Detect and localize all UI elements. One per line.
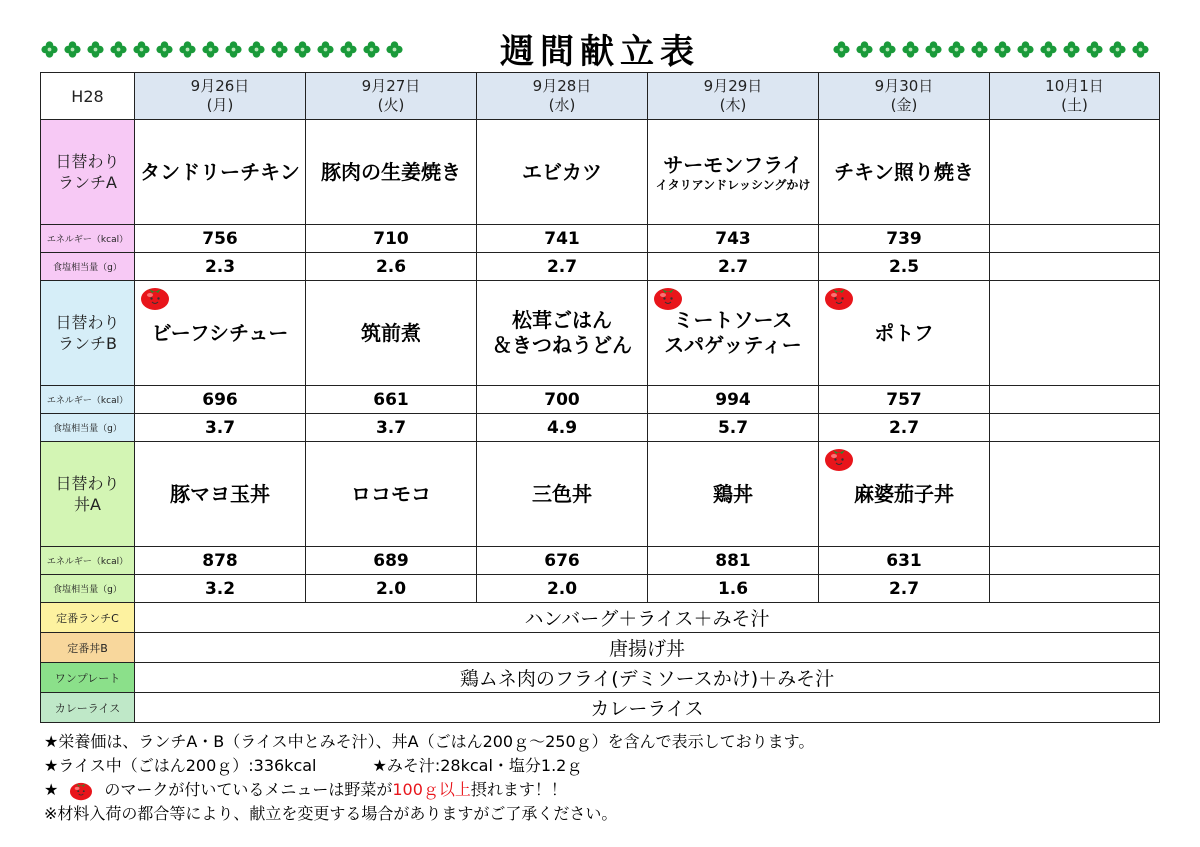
note-tomato-amount: 100ｇ以上 — [392, 780, 471, 799]
weekday-text: (水) — [548, 96, 576, 114]
page-header — [0, 18, 1200, 70]
clover-icon — [1085, 40, 1104, 59]
salt-label: 食塩相当量（g） — [41, 414, 135, 442]
note-star: ★ — [44, 780, 59, 799]
note-tomato-pre: のマークが付いているメニューは野菜が — [104, 780, 393, 799]
dish-name: 麻婆茄子丼 — [854, 481, 954, 506]
energy-value: 878 — [135, 547, 306, 575]
dish-name-sub: スパゲッティー — [664, 333, 802, 357]
fixed-menu-row — [41, 603, 1160, 633]
date-header — [819, 73, 990, 120]
dish-cell — [990, 120, 1160, 225]
weekday-text: (火) — [377, 96, 405, 114]
dish-cell — [819, 442, 990, 547]
tomato-icon — [66, 779, 96, 801]
dish-cell — [477, 120, 648, 225]
fixed-menu-label: 定番ランチC — [41, 603, 135, 633]
energy-value: 689 — [306, 547, 477, 575]
date-text: 9月26日 — [190, 77, 250, 95]
dish-name: 豚肉の生姜焼き — [321, 159, 461, 184]
energy-value: 700 — [477, 386, 648, 414]
fixed-menu-row — [41, 633, 1160, 663]
fixed-menu-value: 唐揚げ丼 — [135, 633, 1160, 663]
energy-value: 756 — [135, 225, 306, 253]
energy-value: 710 — [306, 225, 477, 253]
dish-cell — [648, 120, 819, 225]
salt-value: 2.5 — [819, 253, 990, 281]
dish-name: 豚マヨ玉丼 — [170, 481, 270, 506]
section-label-line: ランチB — [58, 334, 117, 353]
dish-row — [41, 281, 1160, 386]
section-label-line: 日替わり — [55, 313, 120, 332]
note-rice: ★ライス中（ごはん200ｇ）:336kcal — [44, 756, 317, 775]
fixed-menu-row — [41, 663, 1160, 693]
dish-name: ロコモコ — [351, 481, 431, 506]
salt-row — [41, 575, 1160, 603]
date-header — [306, 73, 477, 120]
energy-label: エネルギー（kcal） — [41, 386, 135, 414]
section-label-line: 日替わり — [55, 474, 120, 493]
tomato-icon — [139, 283, 171, 311]
dish-cell — [819, 281, 990, 386]
dish-cell — [648, 281, 819, 386]
weekday-text: (金) — [890, 96, 918, 114]
fixed-menu-row — [41, 693, 1160, 723]
date-header-row — [41, 73, 1160, 120]
clover-icon — [832, 40, 851, 59]
date-header — [477, 73, 648, 120]
salt-value: 2.0 — [477, 575, 648, 603]
energy-value: 994 — [648, 386, 819, 414]
year-label: H28 — [41, 73, 135, 120]
tomato-icon — [823, 283, 855, 311]
date-header — [648, 73, 819, 120]
salt-value: 2.6 — [306, 253, 477, 281]
energy-value — [990, 547, 1160, 575]
weekly-menu-table — [40, 72, 1160, 723]
dish-cell — [306, 281, 477, 386]
dish-name: タンドリーチキン — [140, 159, 300, 184]
dish-name: チキン照り焼き — [834, 159, 974, 184]
section-label — [41, 442, 135, 547]
section-label-line: ランチA — [58, 173, 117, 192]
energy-value — [990, 386, 1160, 414]
salt-value: 2.3 — [135, 253, 306, 281]
energy-value: 881 — [648, 547, 819, 575]
clover-icon — [993, 40, 1012, 59]
energy-value: 676 — [477, 547, 648, 575]
salt-value: 3.7 — [306, 414, 477, 442]
salt-value — [990, 253, 1160, 281]
salt-value: 2.7 — [819, 575, 990, 603]
dish-cell — [135, 442, 306, 547]
salt-value — [990, 575, 1160, 603]
salt-value: 5.7 — [648, 414, 819, 442]
salt-label: 食塩相当量（g） — [41, 575, 135, 603]
clover-icon — [1108, 40, 1127, 59]
salt-value: 2.7 — [477, 253, 648, 281]
note-disclaimer: ※材料入荷の都合等により、献立を変更する場合がありますがご了承ください。 — [44, 804, 618, 823]
notes — [44, 730, 1174, 826]
clover-icon — [970, 40, 989, 59]
salt-value: 3.7 — [135, 414, 306, 442]
energy-label: エネルギー（kcal） — [41, 547, 135, 575]
energy-row — [41, 547, 1160, 575]
weekday-text: (土) — [1061, 96, 1088, 114]
date-text: 10月1日 — [1045, 77, 1104, 95]
fixed-menu-label: カレーライス — [41, 693, 135, 723]
weekday-text: (木) — [719, 96, 747, 114]
page-title: 週間献立表 — [500, 32, 700, 72]
salt-value: 1.6 — [648, 575, 819, 603]
clover-border-right — [832, 40, 1150, 59]
clover-icon — [878, 40, 897, 59]
energy-value: 739 — [819, 225, 990, 253]
dish-cell — [990, 281, 1160, 386]
energy-row — [41, 386, 1160, 414]
energy-value — [990, 225, 1160, 253]
dish-name: 鶏丼 — [713, 481, 753, 506]
salt-value: 2.0 — [306, 575, 477, 603]
energy-value: 696 — [135, 386, 306, 414]
energy-value: 757 — [819, 386, 990, 414]
section-label-line: 日替わり — [55, 152, 120, 171]
dish-cell — [477, 281, 648, 386]
fixed-menu-label: ワンプレート — [41, 663, 135, 693]
dish-name: 筑前煮 — [361, 320, 421, 345]
dish-name-sub: ＆きつねうどん — [492, 333, 632, 357]
weekday-text: (月) — [206, 96, 234, 114]
note-tomato-post: 摂れます！！ — [470, 780, 567, 799]
date-header — [135, 73, 306, 120]
clover-icon — [947, 40, 966, 59]
dish-name: ミートソース — [673, 308, 793, 332]
note-rice-soup — [44, 754, 1174, 778]
salt-row — [41, 414, 1160, 442]
dish-name: エビカツ — [522, 159, 602, 184]
dish-cell — [135, 120, 306, 225]
clover-icon — [1131, 40, 1150, 59]
salt-value: 2.7 — [648, 253, 819, 281]
date-text: 9月29日 — [703, 77, 763, 95]
note-nutrition: ★栄養価は、ランチA・B（ライス中とみそ汁）、丼A（ごはん200ｇ～250ｇ）を含んで表示しております。 — [44, 732, 815, 751]
dish-name-sub: イタリアンドレッシングかけ — [655, 177, 811, 192]
dish-cell — [819, 120, 990, 225]
energy-row — [41, 225, 1160, 253]
salt-label: 食塩相当量（g） — [41, 253, 135, 281]
salt-row — [41, 253, 1160, 281]
salt-value: 2.7 — [819, 414, 990, 442]
date-text: 9月30日 — [874, 77, 934, 95]
note-soup: ★みそ汁:28kcal・塩分1.2ｇ — [372, 756, 583, 775]
clover-icon — [855, 40, 874, 59]
clover-icon — [901, 40, 920, 59]
salt-value — [990, 414, 1160, 442]
energy-value: 741 — [477, 225, 648, 253]
dish-name: ポトフ — [874, 320, 934, 345]
section-label — [41, 120, 135, 225]
dish-cell — [990, 442, 1160, 547]
date-text: 9月28日 — [532, 77, 592, 95]
section-label-line: 丼A — [74, 495, 101, 514]
salt-value: 4.9 — [477, 414, 648, 442]
dish-name: 三色丼 — [532, 481, 592, 506]
note-tomato — [44, 778, 1174, 802]
fixed-menu-value: ハンバーグ＋ライス＋みそ汁 — [135, 603, 1160, 633]
dish-name: ビーフシチュー — [151, 320, 289, 345]
fixed-menu-label: 定番丼B — [41, 633, 135, 663]
dish-name: 松茸ごはん — [512, 308, 612, 332]
section-label — [41, 281, 135, 386]
fixed-menu-value: カレーライス — [135, 693, 1160, 723]
dish-cell — [306, 120, 477, 225]
energy-label: エネルギー（kcal） — [41, 225, 135, 253]
tomato-icon — [823, 444, 855, 472]
energy-value: 743 — [648, 225, 819, 253]
fixed-menu-value: 鶏ムネ肉のフライ(デミソースかけ)＋みそ汁 — [135, 663, 1160, 693]
dish-cell — [306, 442, 477, 547]
dish-name: サーモンフライ — [663, 152, 803, 177]
date-header — [990, 73, 1160, 120]
tomato-icon — [652, 283, 684, 311]
dish-row — [41, 120, 1160, 225]
clover-icon — [1039, 40, 1058, 59]
salt-value: 3.2 — [135, 575, 306, 603]
clover-icon — [1016, 40, 1035, 59]
energy-value: 631 — [819, 547, 990, 575]
dish-cell — [477, 442, 648, 547]
clover-icon — [924, 40, 943, 59]
dish-cell — [135, 281, 306, 386]
dish-row — [41, 442, 1160, 547]
date-text: 9月27日 — [361, 77, 421, 95]
dish-cell — [648, 442, 819, 547]
clover-icon — [1062, 40, 1081, 59]
energy-value: 661 — [306, 386, 477, 414]
